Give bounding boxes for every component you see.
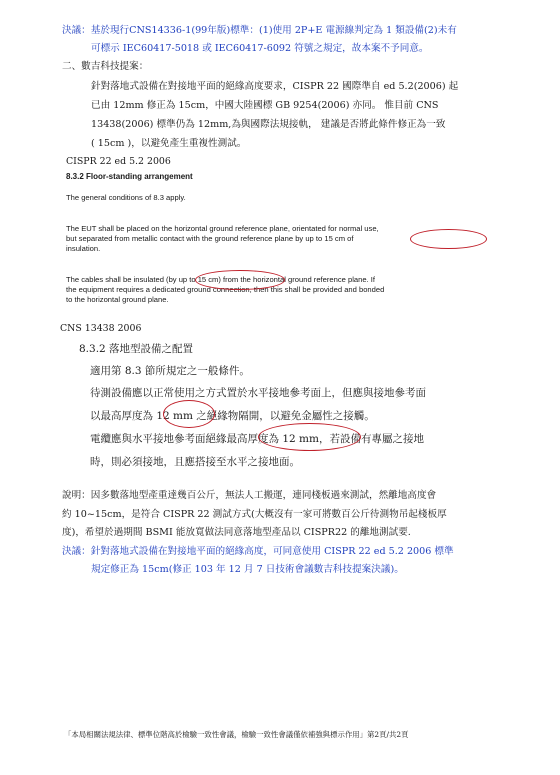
cns-line-1: 適用第 8.3 節所規定之一般條件。 xyxy=(90,365,250,377)
cns-line-4-end: ，若設備有專屬之接地 xyxy=(318,433,424,445)
highlight-circle-cns-max-12mm xyxy=(258,423,361,451)
cispr-eut-line-2-end: of xyxy=(345,234,354,243)
cispr-cables-line-3: to the horizontal ground plane. xyxy=(66,295,169,304)
cns-max-12mm: 最高厚度為 12 mm xyxy=(226,433,319,445)
section-2-heading: 二、數吉科技提案： xyxy=(62,61,149,72)
section-2-para-line-2: 已由 12mm 修正為 15cm，中國大陸國標 GB 9254(2006) 亦同。 惟目前 CNS xyxy=(91,100,439,111)
resolution-1-line-1: 決議：基於現行CNS14336-1(99年版)標準：(1)使用 2P+E 電源線判定為 1 類設備(2)未有 xyxy=(62,25,457,36)
cispr-cables-line-1-end: from the horizontal ground reference plane. If xyxy=(220,275,375,284)
page-footer: 「本局相關法規法律、標準位階高於檢驗一致性會議，檢驗一致性會議僅依補強與標示作用」第2頁/共2頁 xyxy=(64,730,409,739)
section-2-para-line-1: 針對落地式設備在對接地平面的絕緣高度要求，CISPR 22 國際準自 ed 5.2(2006) 起 xyxy=(91,81,459,92)
explanation-line-1: 說明：因多數落地型產重達幾百公斤，無法人工搬運，連同棧板過來測試，然離地高度會 xyxy=(62,490,437,501)
cns-line-4 xyxy=(90,429,424,449)
cns-line-3 xyxy=(90,406,375,426)
cns-line-2: 待測設備應以正常使用之方式置於水平接地參考面上，但應與接地參考面 xyxy=(90,387,426,399)
highlight-circle-cables-15cm xyxy=(195,270,285,290)
cispr-general-conditions: The general conditions of 8.3 apply. xyxy=(66,193,186,202)
cns-12mm: 12 mm xyxy=(156,410,193,422)
cispr-eut-line-3: insulation. xyxy=(66,244,101,253)
cns-line-4-start: 電纜應與水平接地參考面絕緣 xyxy=(90,433,227,445)
explanation-line-2: 約 10~15cm，是符合 CISPR 22 測試方式(大概沒有一家可將數百公斤待測物吊起棧板厚 xyxy=(62,509,447,520)
cns-line-5: 時，則必須接地，且應搭接至水平之接地面。 xyxy=(90,456,300,468)
cispr-standard-label: CISPR 22 ed 5.2 2006 xyxy=(66,156,171,167)
resolution-2-line-2: 規定修正為 15cm(修正 103 年 12 月 7 日技術會議數吉科技提案決議)。 xyxy=(91,564,404,575)
highlight-circle-cns-12mm xyxy=(163,400,215,428)
cns-clause-heading: 8.3.2 落地型設備之配置 xyxy=(79,343,194,355)
highlight-circle-eut-15cm xyxy=(410,229,487,249)
cispr-eut-line-2 xyxy=(66,234,353,244)
cispr-cables-15cm: (by up to 15 cm) xyxy=(166,275,221,284)
cispr-eut-15cm: 15 cm xyxy=(324,234,346,243)
cns-line-3-start: 以最高厚度為 xyxy=(90,410,157,422)
cispr-clause-heading: 8.3.2 Floor-standing arrangement xyxy=(66,172,193,181)
cispr-cables-line-2: the equipment requires a dedicated ground connection, then this shall be provided and bonded xyxy=(66,285,385,294)
cns-standard-label: CNS 13438 2006 xyxy=(60,323,142,334)
explanation-line-3: 度)，希望於過期間 BSMI 能放寬做法同意落地型產品以 CISPR22 的離地測試要. xyxy=(62,527,411,538)
section-2-para-line-4: ( 15cm )，以避免產生重複性測試。 xyxy=(91,138,247,149)
cns-line-3-end: 之絕緣物隔開，以避免金屬性之接觸。 xyxy=(192,410,375,422)
section-2-para-line-3: 13438(2006) 標準仍為 12mm,為與國際法規接軌， 建議是否將此條件修正為一致 xyxy=(91,119,446,130)
cispr-eut-line-2-text: but separated from metallic contact with the ground reference plane by up to xyxy=(66,234,325,243)
resolution-2-line-1: 決議：針對落地式設備在對接地平面的絕緣高度，可同意使用 CISPR 22 ed 5.2 2006 標準 xyxy=(62,546,454,557)
cispr-cables-line-1-start: The cables shall be insulated xyxy=(66,275,167,284)
cispr-eut-line-1: The EUT shall be placed on the horizontal ground reference plane, orientated for normal use, xyxy=(66,224,379,233)
resolution-1-line-2: 可標示 IEC60417-5018 或 IEC60417-6092 符號之規定，故本案不予同意。 xyxy=(91,43,429,54)
